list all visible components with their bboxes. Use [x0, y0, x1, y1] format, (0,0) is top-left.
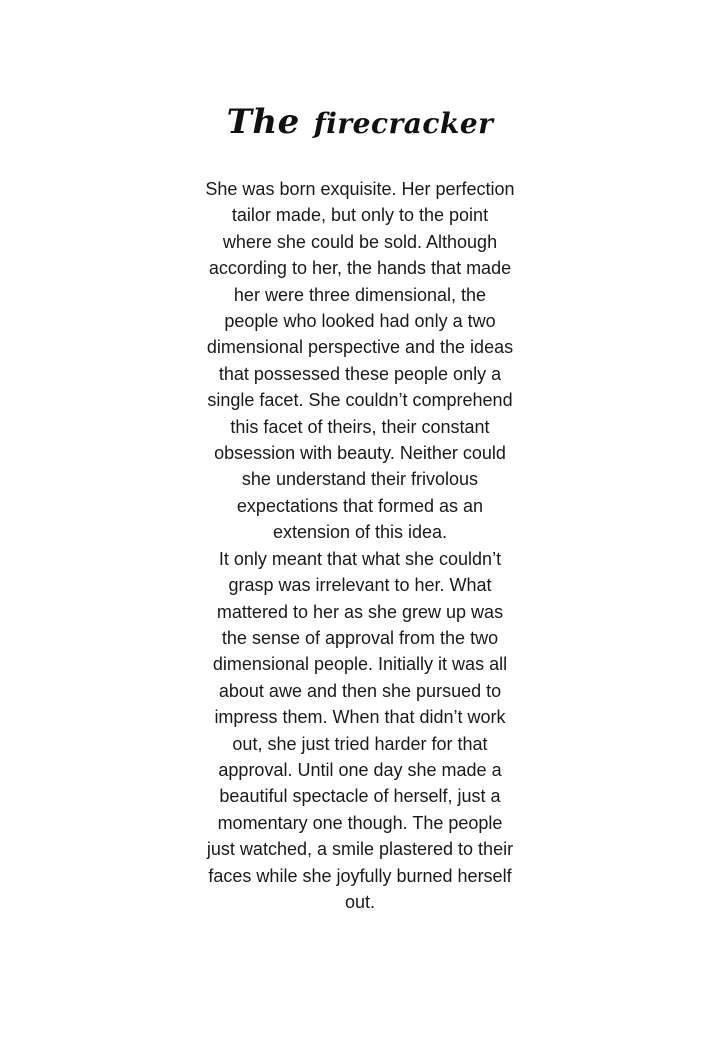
title-word-firecracker: firecracker	[313, 107, 494, 140]
text-line: where she could be sold. Although	[222, 231, 498, 252]
text-line: her were three dimensional, the	[233, 284, 487, 305]
text-line: about awe and then she pursued to	[218, 680, 502, 701]
text-line: just watched, a smile plastered to their	[206, 839, 514, 860]
text-line: out.	[344, 891, 376, 912]
story-body	[180, 176, 540, 915]
text-line: grasp was irrelevant to her. What	[228, 575, 492, 596]
text-line: dimensional perspective and the ideas	[206, 337, 514, 358]
text-line: beautiful spectacle of herself, just a	[219, 786, 501, 807]
text-line: out, she just tried harder for that	[232, 733, 488, 754]
title-word-the: The	[226, 102, 300, 142]
text-line: momentary one though. The people	[217, 812, 503, 833]
text-line: faces while she joyfully burned herself	[208, 865, 512, 886]
page-title	[0, 96, 720, 150]
text-line: single facet. She couldn’t comprehend	[207, 390, 513, 411]
text-line: dimensional people. Initially it was all	[212, 654, 508, 675]
text-line: tailor made, but only to the point	[231, 205, 489, 226]
text-line: the sense of approval from the two	[221, 627, 499, 648]
text-line: impress them. When that didn’t work	[214, 707, 506, 728]
text-line: It only meant that what she couldn’t	[218, 548, 502, 569]
text-line: that possessed these people only a	[218, 363, 502, 384]
text-line: mattered to her as she grew up was	[216, 601, 504, 622]
text-line: extension of this idea.	[272, 522, 448, 543]
text-line: obsession with beauty. Neither could	[214, 443, 506, 464]
text-line: She was born exquisite. Her perfection	[205, 179, 515, 199]
text-line: expectations that formed as an	[236, 495, 484, 516]
text-line: people who looked had only a two	[224, 311, 496, 332]
text-line: this facet of theirs, their constant	[230, 416, 490, 437]
text-line: approval. Until one day she made a	[218, 759, 502, 780]
text-line: she understand their frivolous	[241, 469, 479, 490]
text-line: according to her, the hands that made	[208, 258, 512, 279]
